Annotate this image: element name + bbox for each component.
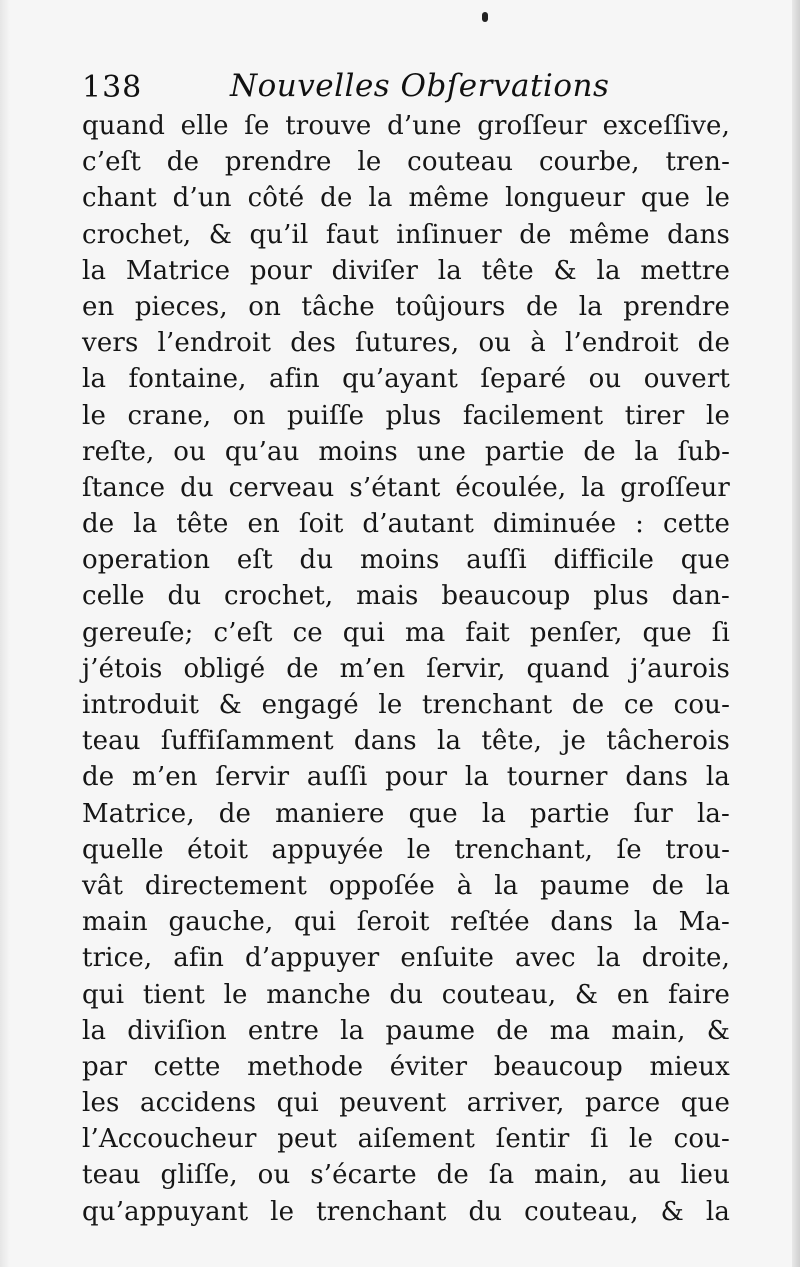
text-line: ſtance du cerveau s’étant écoulée, la groſſeur bbox=[82, 472, 730, 503]
body-text bbox=[82, 108, 730, 1230]
text-line: teau ſuffiſamment dans la tête, je tâcherois bbox=[82, 726, 730, 757]
text-line: de la tête en ſoit d’autant diminuée : cette bbox=[82, 509, 730, 540]
text-line: teau gliſſe, ou s’écarte de ſa main, au lieu bbox=[82, 1160, 730, 1191]
text-line: la Matrice pour diviſer la tête & la mettre bbox=[82, 255, 730, 286]
text-line: celle du crochet, mais beaucoup plus dan- bbox=[82, 581, 730, 612]
text-line: Matrice, de maniere que la partie ſur la- bbox=[82, 798, 730, 829]
page-left-edge bbox=[0, 0, 10, 1267]
text-line: trice, afin d’appuyer enſuite avec la droite, bbox=[82, 943, 730, 974]
text-line: reſte, ou qu’au moins une partie de la ſub- bbox=[82, 436, 730, 467]
page-number: 138 bbox=[82, 70, 143, 105]
text-line: quand elle ſe trouve d’une groſſeur exceſſive, bbox=[82, 111, 730, 141]
text-line: l’Accoucheur peut aiſement ſentir ſi le cou- bbox=[82, 1124, 730, 1155]
text-line: la diviſion entre la paume de ma main, & bbox=[82, 1015, 730, 1046]
text-line: en pieces, on tâche toûjours de la prendre bbox=[82, 291, 730, 322]
text-line: vers l’endroit des ſutures, ou à l’endroit de bbox=[82, 328, 730, 359]
text-line: c’eſt de prendre le couteau courbe, tren- bbox=[82, 147, 730, 178]
text-line: vât directement oppoſée à la paume de la bbox=[82, 870, 730, 901]
text-line: qu’appuyant le trenchant du couteau, & la bbox=[82, 1196, 730, 1227]
text-line: gereuſe; c’eſt ce qui ma fait penſer, que ſi bbox=[82, 617, 730, 648]
text-line: chant d’un côté de la même longueur que le bbox=[82, 183, 730, 214]
text-line: introduit & engagé le trenchant de ce cou- bbox=[82, 690, 730, 720]
running-head: Nouvelles Obſervations bbox=[230, 68, 610, 104]
text-line: par cette methode éviter beaucoup mieux bbox=[82, 1051, 730, 1082]
text-line: main gauche, qui ſeroit reſtée dans la Ma- bbox=[82, 907, 730, 938]
text-line: qui tient le manche du couteau, & en faire bbox=[82, 979, 730, 1010]
text-line: j’étois obligé de m’en ſervir, quand j’aurois bbox=[82, 653, 730, 684]
page-header bbox=[82, 66, 742, 110]
text-line: les accidens qui peuvent arriver, parce que bbox=[82, 1088, 730, 1119]
text-line: quelle étoit appuyée le trenchant, ſe trou- bbox=[82, 834, 730, 865]
text-line: de m’en ſervir auſſi pour la tourner dans la bbox=[82, 762, 730, 793]
text-line: operation eſt du moins auſſi difficile que bbox=[82, 545, 730, 576]
ink-dot-mark bbox=[482, 12, 488, 22]
text-line: la fontaine, afin qu’ayant ſeparé ou ouvert bbox=[82, 364, 730, 395]
text-line: le crane, on puiſſe plus facilement tirer le bbox=[82, 400, 730, 431]
text-line: crochet, & qu’il faut inſinuer de même dans bbox=[82, 219, 730, 250]
page-right-edge bbox=[792, 0, 800, 1267]
